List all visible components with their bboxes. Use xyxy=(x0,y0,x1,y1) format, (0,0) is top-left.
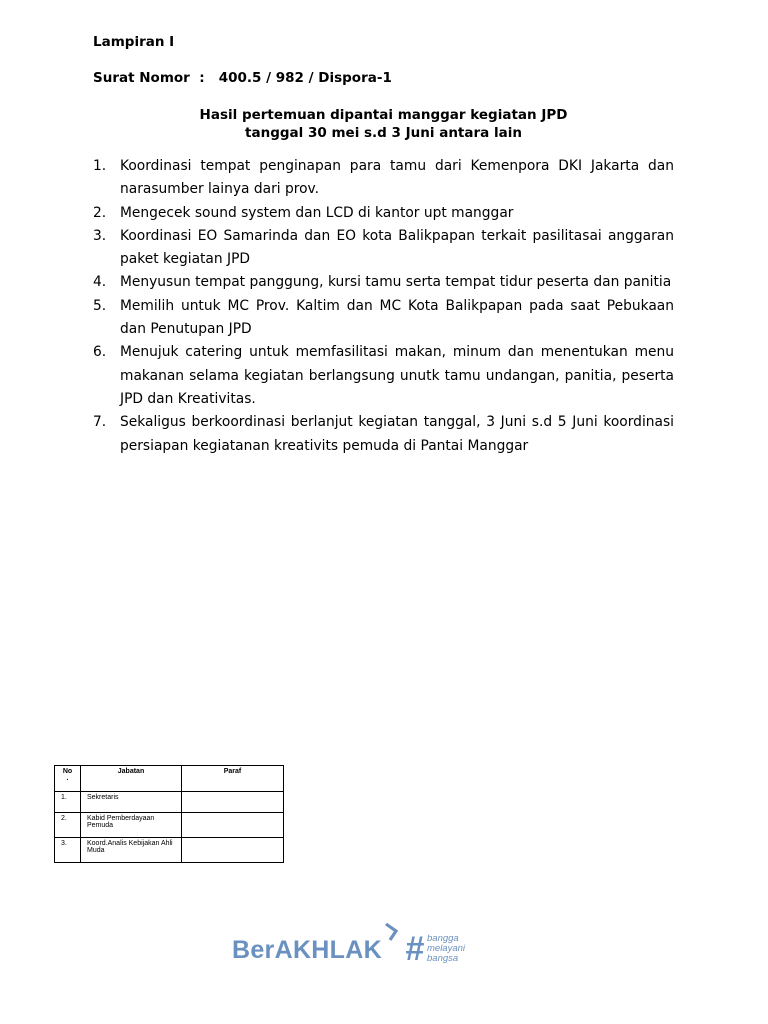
activity-list xyxy=(93,155,674,458)
item-text: Koordinasi tempat penginapan para tamu dari Kemenpora DKI Jakarta dan narasumber lainya dari prov. xyxy=(120,158,674,198)
title-line-2: tanggal 30 mei s.d 3 Juni antara lain xyxy=(245,125,522,141)
item-text: Memilih untuk MC Prov. Kaltim dan MC Kota Balikpapan pada saat Pebukaan dan Penutupan JPD xyxy=(120,297,674,338)
row-paraf[interactable] xyxy=(182,792,284,813)
item-number: 4. xyxy=(93,274,107,291)
item-text: Mengecek sound system dan LCD di kantor upt manggar xyxy=(120,204,514,221)
chevron-icon xyxy=(382,922,402,944)
row-jabatan: Sekretaris xyxy=(81,792,182,813)
list-item xyxy=(93,225,674,272)
title-line-1: Hasil pertemuan dipantai manggar kegiatan JPD xyxy=(199,107,568,123)
list-item xyxy=(93,271,674,294)
list-item xyxy=(93,341,674,411)
row-no: 1. xyxy=(55,792,81,813)
document-title xyxy=(93,106,674,142)
tagline-2: melayani xyxy=(427,943,466,954)
item-text: Sekaligus berkoordinasi berlanjut kegiatan tanggal, 3 Juni s.d 5 Juni koordinasi persiapan kegiatanan kreativits pemuda di Pantai Manggar xyxy=(120,414,674,454)
header-paraf: Paraf xyxy=(182,766,284,792)
row-no: 2. xyxy=(55,813,81,838)
item-number: 7. xyxy=(93,414,107,431)
header-no: No . xyxy=(55,766,81,792)
row-jabatan: Koord.Analis Kebijakan Ahli Muda xyxy=(81,838,182,863)
row-jabatan: Kabid Pemberdayaan Pemuda xyxy=(81,813,182,838)
item-number: 2. xyxy=(93,204,107,221)
item-number: 5. xyxy=(93,297,107,314)
table-header-row xyxy=(55,766,284,792)
item-number: 1. xyxy=(93,158,107,174)
row-no: 3. xyxy=(55,838,81,863)
table-row xyxy=(55,813,284,838)
item-text: Menujuk catering untuk memfasilitasi makan, minum dan menentukan menu makanan selama kegiatan berlangsung unutk tamu undangan, panitia, peserta JPD dan Kreativitas. xyxy=(120,344,674,407)
logo-tagline xyxy=(427,934,465,964)
logo-brand-text: BerAKHLAK xyxy=(232,936,382,964)
berakhlak-logo xyxy=(232,920,482,970)
item-number: 3. xyxy=(93,227,107,244)
table-row xyxy=(55,792,284,813)
row-paraf[interactable] xyxy=(182,813,284,838)
list-item xyxy=(93,202,674,225)
table-row xyxy=(55,838,284,863)
signature-table xyxy=(54,765,284,863)
item-text: Koordinasi EO Samarinda dan EO kota Balikpapan terkait pasilitasai anggaran paket kegiatan JPD xyxy=(120,227,674,268)
tagline-3: bangsa xyxy=(427,953,459,964)
item-number: 6. xyxy=(93,344,107,361)
hashtag-icon: # xyxy=(405,930,424,968)
attachment-label: Lampiran I xyxy=(93,34,175,50)
header-jabatan: Jabatan xyxy=(81,766,182,792)
item-text: Menyusun tempat panggung, kursi tamu serta tempat tidur peserta dan panitia xyxy=(120,274,672,291)
row-paraf[interactable] xyxy=(182,838,284,863)
list-item xyxy=(93,411,674,458)
letter-number: Surat Nomor : 400.5 / 982 / Dispora-1 xyxy=(93,70,392,86)
tagline-1: bangga xyxy=(427,933,459,944)
list-item xyxy=(93,155,674,202)
list-item xyxy=(93,295,674,342)
